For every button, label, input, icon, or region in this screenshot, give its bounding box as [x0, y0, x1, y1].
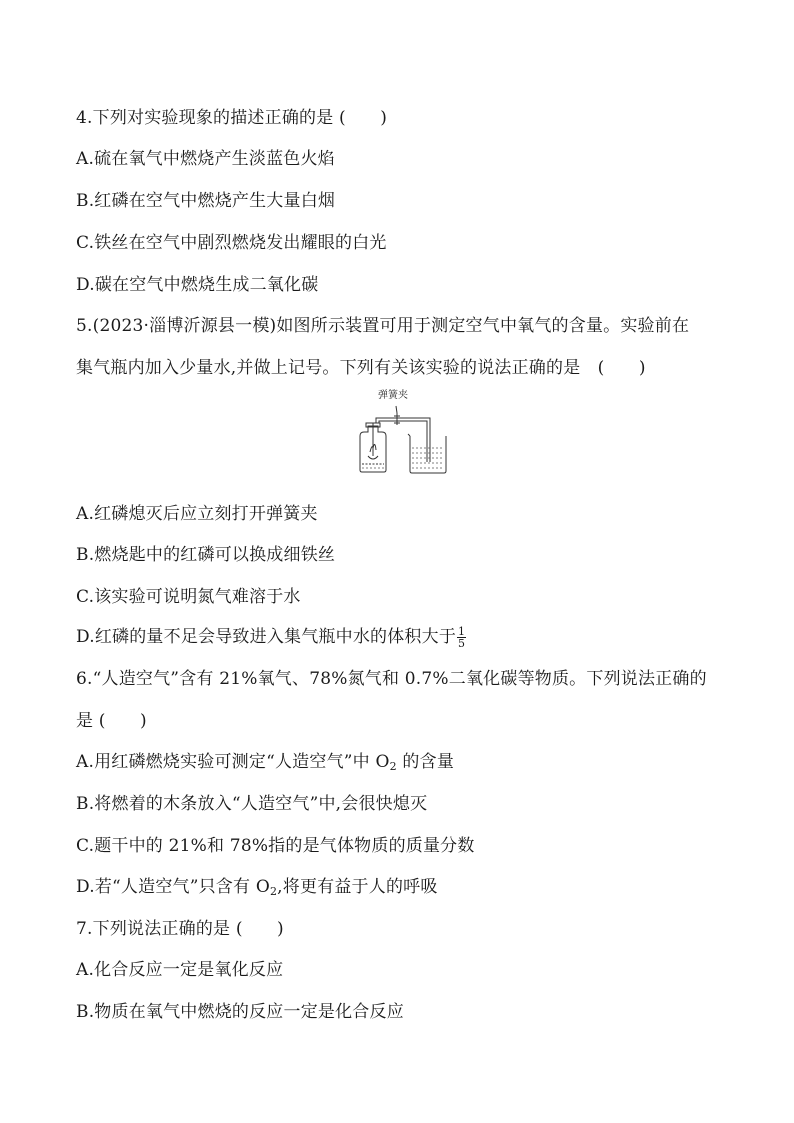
q6-stem-line1: 6.“人造空气”含有 21%氧气、78%氮气和 0.7%二氧化碳等物质。下列说法正确的 — [76, 669, 707, 689]
q6-option-c: C.题干中的 21%和 78%指的是气体物质的质量分数 — [76, 836, 475, 856]
q5-option-d-text: D.红磷的量不足会导致进入集气瓶中水的体积大于 — [76, 627, 457, 647]
apparatus-figure — [350, 392, 450, 478]
q6-option-a-text: A.用红磷燃烧实验可测定“人造空气”中 O — [76, 752, 390, 772]
q4-option-a: A.硫在氧气中燃烧产生淡蓝色火焰 — [76, 149, 335, 169]
q4-option-d: D.碳在空气中燃烧生成二氧化碳 — [76, 275, 319, 295]
subscript-2: 2 — [389, 760, 397, 773]
q6-option-d-tail: ,将更有益于人的呼吸 — [277, 877, 438, 897]
q5-option-d — [76, 626, 466, 649]
q7-option-a: A.化合反应一定是氧化反应 — [76, 960, 284, 980]
q6-option-b: B.将燃着的木条放入“人造空气”中,会很快熄灭 — [76, 794, 428, 814]
apparatus-drawing — [350, 392, 450, 478]
q7-stem: 7.下列说法正确的是 ( ) — [76, 919, 284, 939]
q5-option-b: B.燃烧匙中的红磷可以换成细铁丝 — [76, 545, 336, 565]
fraction-denominator: 5 — [458, 637, 466, 650]
q4-option-c: C.铁丝在空气中剧烈燃烧发出耀眼的白光 — [76, 233, 387, 253]
q5-option-a: A.红磷熄灭后应立刻打开弹簧夹 — [76, 504, 318, 524]
fraction-numerator: 1 — [458, 625, 466, 638]
q5-option-c: C.该实验可说明氮气难溶于水 — [76, 587, 301, 607]
fraction-one-fifth — [457, 626, 466, 649]
subscript-2: 2 — [269, 885, 278, 898]
q4-stem: 4.下列对实验现象的描述正确的是 ( ) — [76, 108, 388, 128]
q5-stem-line2: 集气瓶内加入少量水,并做上记号。下列有关该实验的说法正确的是 ( ) — [76, 358, 646, 378]
q5-stem-line1: 5.(2023·淄博沂源县一模)如图所示装置可用于测定空气中氧气的含量。实验前在 — [76, 316, 690, 336]
spring-clip-label: 弹簧夹 — [378, 390, 408, 401]
q7-option-b: B.物质在氧气中燃烧的反应一定是化合反应 — [76, 1002, 404, 1022]
q6-option-a — [76, 751, 454, 773]
q6-option-d — [76, 876, 438, 898]
q6-option-d-text: D.若“人造空气”只含有 O — [76, 877, 270, 897]
q6-option-a-tail: 的含量 — [396, 752, 455, 772]
q4-option-b: B.红磷在空气中燃烧产生大量白烟 — [76, 191, 336, 211]
q6-stem-line2: 是 ( ) — [76, 711, 147, 731]
